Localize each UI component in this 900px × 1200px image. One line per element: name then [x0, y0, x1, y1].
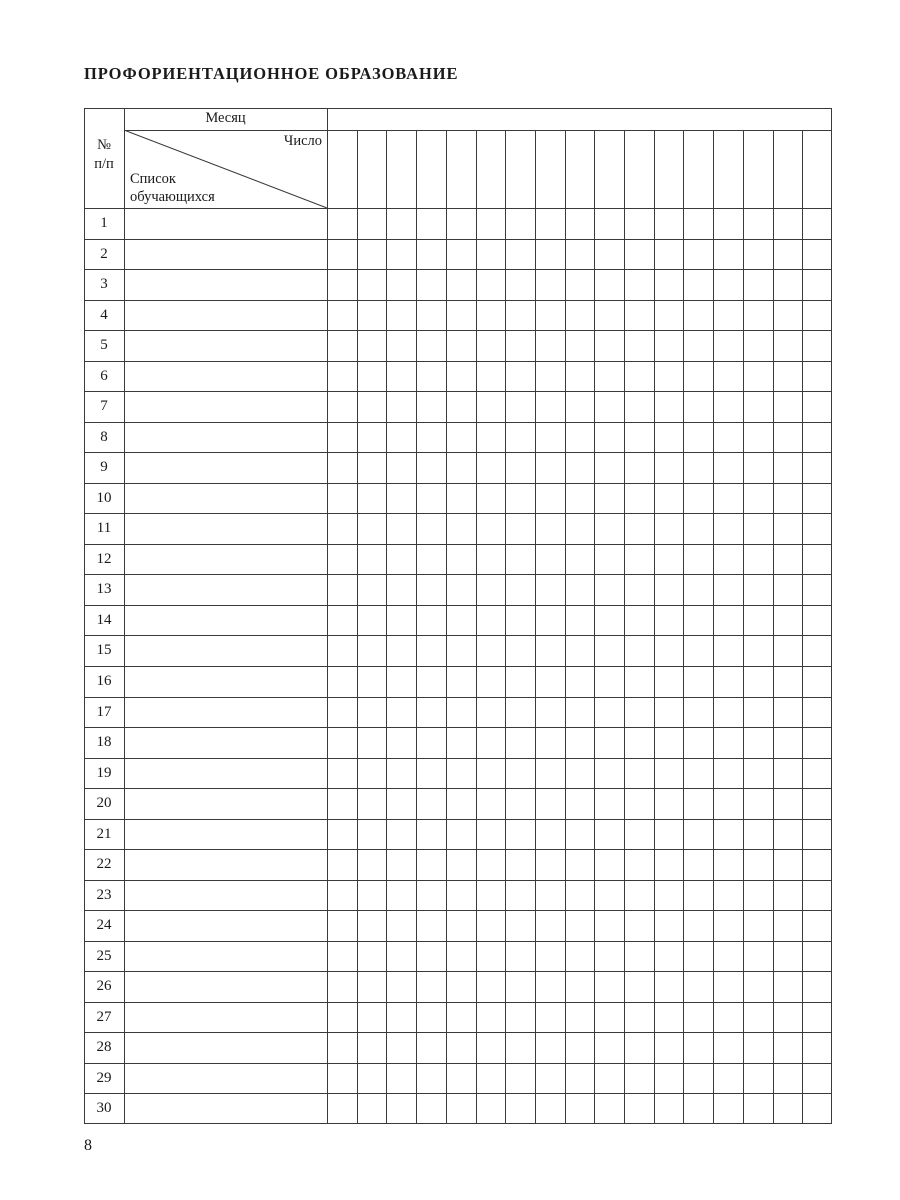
row-number: 14	[96, 611, 112, 628]
page-number: 8	[84, 1137, 92, 1154]
row-number: 13	[96, 581, 112, 598]
row-number: 26	[96, 978, 112, 995]
row-number: 29	[96, 1069, 112, 1086]
row-number: 5	[100, 337, 108, 354]
row-number: 19	[96, 764, 112, 781]
row-number: 20	[96, 795, 112, 812]
student-list-label-line2: обучающихся	[130, 189, 215, 205]
row-number: 1	[100, 215, 108, 231]
month-header: Месяц	[205, 110, 246, 126]
student-list-label-line1: Список	[130, 171, 176, 187]
table-grid	[84, 108, 832, 1124]
row-number: 3	[100, 276, 108, 293]
attendance-register-table	[84, 108, 832, 1124]
row-number: 10	[96, 489, 112, 506]
row-number-header	[84, 136, 124, 174]
row-number: 25	[96, 947, 112, 964]
row-number: 16	[96, 673, 112, 689]
row-number: 4	[100, 306, 108, 323]
page-title: ПРОФОРИЕНТАЦИОННОЕ ОБРАЗОВАНИЕ	[84, 64, 459, 83]
row-number: 15	[96, 642, 112, 659]
row-number: 22	[96, 856, 112, 873]
row-number: 21	[96, 825, 112, 842]
row-number: 28	[96, 1039, 112, 1056]
row-number: 12	[96, 550, 112, 567]
row-number: 24	[96, 917, 112, 934]
row-number: 7	[100, 398, 108, 415]
number-sign-label: №	[97, 137, 111, 153]
row-number: 30	[96, 1100, 112, 1117]
row-number: 2	[100, 245, 108, 262]
row-number: 11	[96, 520, 112, 537]
row-number: 17	[96, 703, 112, 720]
row-number: 27	[96, 1008, 112, 1025]
order-number-label: п/п	[94, 156, 114, 172]
row-number: 8	[100, 428, 108, 445]
row-number: 9	[100, 459, 108, 476]
row-number: 23	[96, 886, 112, 903]
row-number: 6	[100, 367, 108, 384]
date-header: Число	[283, 133, 322, 149]
student-list-header	[130, 170, 215, 206]
row-number: 18	[96, 734, 112, 751]
